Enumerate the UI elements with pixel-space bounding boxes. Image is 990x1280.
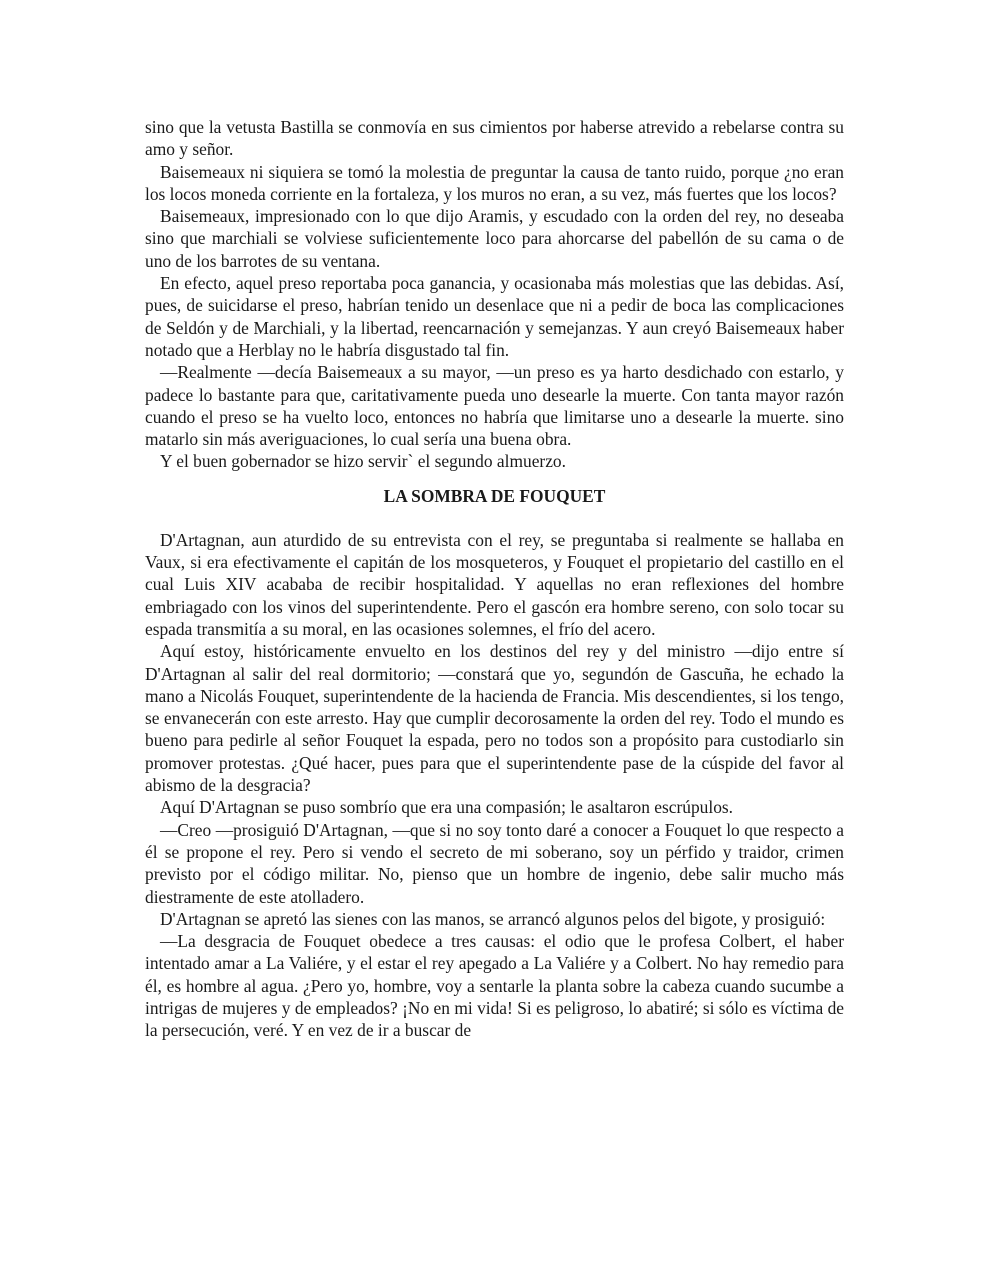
paragraph: —Realmente —decía Baisemeaux a su mayor, —un preso es ya harto desdichado con estarlo, y padece lo bastante para que, caritativamente pueda uno desearle la muerte. Con tanta mayor razón cuando el preso se ha vuelto loco, entonces no habría que limitarse uno a desearle la muerte. sino matarlo sin más averiguaciones, lo cual sería una buena obra. [145,362,844,450]
paragraph: D'Artagnan, aun aturdido de su entrevista con el rey, se preguntaba si realmente se hallaba en Vaux, si era efectivamente el capitán de los mosqueteros, y Fouquet el propietario del castillo en el cual Luis XIV acababa de recibir hospitalidad. Y aquellas no eran reflexiones del hombre embriagado con los vinos del superintendente. Pero el gascón era hombre sereno, con solo tocar su espada transmitía a su moral, en las ocasiones solemnes, el frío del acero. [145,529,844,639]
paragraph: sino que la vetusta Bastilla se conmovía en sus cimientos por haberse atrevido a rebelarse contra su amo y señor. [145,117,844,160]
document-page [145,116,844,1042]
paragraph: Y el buen gobernador se hizo servir` el segundo almuerzo. [160,451,566,472]
text-section-chapter-body [145,529,844,1042]
paragraph: —Creo —prosiguió D'Artagnan, —que si no soy tonto daré a conocer a Fouquet lo que respecto a él se propone el rey. Pero si vendo el secreto de mi soberano, soy un pérfido y traidor, crimen previsto por el código militar. No, pienso que un hombre de ingenio, debe salir mucho más diestramente de este atolladero. [145,819,844,907]
paragraph: En efecto, aquel preso reportaba poca ganancia, y ocasionaba más molestias que las debidas. Así, pues, de suicidarse el preso, habrían tenido un desenlace que ni a pedir de boca las complicaciones de Seldón y de Marchiali, y la libertad, reencarnación y semejanzas. Y aun creyó Baisemeaux haber notado que a Herblay no le habría disgustado tal fin. [145,273,844,360]
paragraph: Baisemeaux, impresionado con lo que dijo Aramis, y escudado con la orden del rey, no deseaba sino que marchiali se volviese suficientemente loco para ahorcarse del pabellón de su cama o de uno de los barrotes de su ventana. [145,206,844,271]
paragraph: Aquí D'Artagnan se puso sombrío que era una compasión; le asaltaron escrúpulos. [160,797,734,818]
paragraph: D'Artagnan se apretó las sienes con las manos, se arrancó algunos pelos del bigote, y prosiguió: [160,908,826,929]
paragraph: Aquí estoy, históricamente envuelto en los destinos del rey y del ministro —dijo entre sí D'Artagnan al salir del real dormitorio; —constará que yo, segundón de Gascuña, he echado la mano a Nicolás Fouquet, superintendente de la hacienda de Francia. Mis descendientes, si los tengo, se envanecerán con este arresto. Hay que cumplir decorosamente la orden del rey. Todo el mundo es bueno para pedirle al señor Fouquet la espada, pero no todos son a propósito para custodiarlo sin promover protestas. ¿Qué hacer, pues para que el superintendente pase de la cúspide del favor al abismo de la desgracia? [145,641,844,796]
paragraph: Baisemeaux ni siquiera se tomó la molestia de preguntar la causa de tanto ruido, porque ¿no eran los locos moneda corriente en la fortaleza, y los muros no eran, a su vez, más fuertes que los locos? [145,161,844,204]
text-section-before-chapter [145,116,844,473]
paragraph: —La desgracia de Fouquet obedece a tres causas: el odio que le profesa Colbert, el haber intentado amar a La Valiére, y el estar el rey apegado a La Valiére y a Colbert. No hay remedio para él, es hombre al agua. ¿Pero yo, hombre, voy a sentarle la planta sobre la cabeza cuando sucumbe a intrigas de mujeres y de empleados? ¡No en mi vida! Si es peligroso, lo abatiré; si sólo es víctima de la persecución, veré. Y en vez de ir a buscar de [145,931,844,1041]
chapter-title: LA SOMBRA DE FOUQUET [383,485,606,506]
